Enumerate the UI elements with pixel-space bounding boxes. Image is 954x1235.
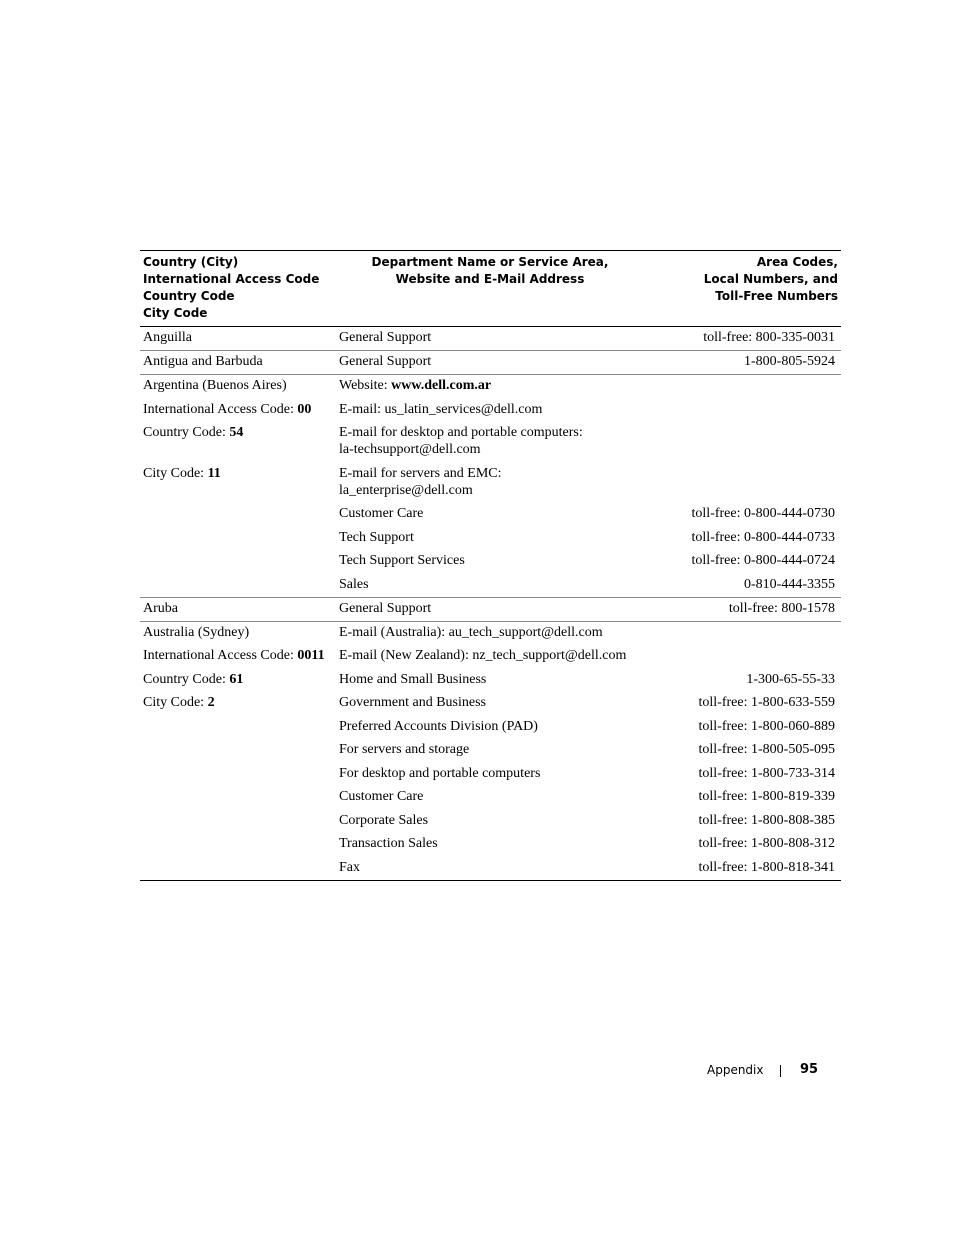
phone-number: 1-800-805-5924 (744, 354, 835, 369)
country-cell (140, 424, 336, 458)
phone-number (686, 647, 841, 664)
department-cell (336, 694, 686, 711)
country-cell (140, 788, 336, 805)
table-row (140, 694, 841, 711)
table-header (140, 251, 841, 327)
phone-number: toll-free: 1-800-808-385 (698, 812, 835, 828)
website-label: Website: (339, 378, 392, 393)
phone-number: toll-free: 1-800-819-339 (698, 789, 835, 804)
department-cell (336, 718, 686, 735)
department-cell (336, 465, 686, 499)
code-label: Country Code: (143, 671, 230, 687)
footer-section-title: Appendix (707, 1063, 764, 1077)
department-line: E-mail for servers and EMC: (339, 465, 502, 481)
department-line: Transaction Sales (339, 836, 438, 851)
table-row (140, 552, 841, 569)
phone-number: toll-free: 800-335-0031 (703, 330, 835, 345)
table-row (140, 859, 841, 876)
department-line: Tech Support (339, 529, 414, 545)
department-cell (336, 329, 686, 346)
department-cell (336, 835, 686, 852)
department-cell (336, 505, 686, 522)
department-line: Customer Care (339, 789, 424, 804)
code-value: 54 (229, 425, 244, 440)
table-row (140, 529, 841, 546)
country-cell (140, 765, 336, 782)
code-value: 11 (207, 465, 221, 481)
page-footer (700, 1061, 820, 1081)
country-group (140, 598, 841, 622)
table-row (140, 353, 841, 370)
phone-number (686, 377, 841, 394)
contact-table (140, 250, 841, 881)
department-line: For servers and storage (339, 742, 470, 757)
department-line: Government and Business (339, 695, 486, 710)
department-line: Fax (339, 859, 360, 875)
department-line: General Support (339, 354, 432, 369)
code-label: International Access Code: (143, 648, 298, 663)
country-group (140, 327, 841, 351)
department-cell (336, 377, 686, 394)
code-label: Country Code: (143, 425, 230, 440)
table-row (140, 600, 841, 617)
department-line: Home and Small Business (339, 671, 487, 687)
department-cell (336, 624, 686, 641)
department-line: Corporate Sales (339, 812, 429, 828)
phone-number (686, 465, 841, 499)
header-line: Local Numbers, and (703, 272, 838, 286)
phone-number: toll-free: 1-800-633-559 (698, 695, 835, 710)
country-cell (140, 859, 336, 876)
header-line: Website and E-Mail Address (395, 272, 585, 286)
header-line: Country Code (143, 289, 235, 303)
department-line: Sales (339, 576, 369, 592)
department-line: la_enterprise@dell.com (339, 482, 473, 498)
phone-number (686, 624, 841, 641)
country-cell (140, 671, 336, 688)
table-row (140, 647, 841, 664)
department-cell (336, 812, 686, 829)
department-cell (336, 529, 686, 546)
code-value: 0011 (297, 648, 325, 663)
department-cell (336, 859, 686, 876)
table-row (140, 424, 841, 458)
code-label: City Code: (143, 465, 208, 481)
table-row (140, 465, 841, 499)
table-row (140, 718, 841, 735)
table-row (140, 741, 841, 758)
code-value: 61 (229, 671, 244, 687)
country-group (140, 351, 841, 375)
phone-number: 1-300-65-55-33 (746, 671, 835, 687)
header-line: City Code (143, 306, 208, 320)
table-row (140, 835, 841, 852)
country-cell (140, 401, 336, 418)
header-country (143, 254, 333, 322)
department-cell (336, 741, 686, 758)
country-cell (140, 835, 336, 852)
code-value: 00 (297, 401, 312, 417)
footer-divider (780, 1065, 781, 1077)
website-link[interactable]: www.dell.com.ar (391, 378, 492, 393)
department-line: Customer Care (339, 506, 424, 521)
department-cell (336, 647, 686, 664)
country-cell (140, 465, 336, 499)
table-row (140, 812, 841, 829)
header-line: Toll-Free Numbers (715, 289, 838, 303)
phone-number: toll-free: 1-800-808-312 (698, 836, 835, 851)
code-label: City Code: (143, 695, 208, 710)
phone-number: toll-free: 0-800-444-0730 (691, 506, 835, 521)
department-line: Tech Support Services (339, 553, 465, 568)
table-row (140, 671, 841, 688)
header-line: International Access Code (143, 272, 320, 286)
department-cell (336, 671, 686, 688)
country-cell: Australia (Sydney) (143, 624, 250, 640)
phone-number: toll-free: 0-800-444-0724 (691, 553, 835, 568)
header-department (340, 254, 640, 288)
department-cell (336, 401, 686, 418)
table-row (140, 576, 841, 593)
department-cell (336, 353, 686, 370)
country-cell (140, 741, 336, 758)
country-cell (140, 576, 336, 593)
department-cell (336, 765, 686, 782)
department-line: E-mail (New Zealand): nz_tech_support@dell.com (339, 648, 627, 663)
country-cell (140, 529, 336, 546)
department-cell (336, 552, 686, 569)
phone-number (686, 424, 841, 458)
country-cell (140, 647, 336, 664)
department-cell (336, 424, 686, 458)
phone-number: toll-free: 1-800-505-095 (698, 742, 835, 757)
country-cell (140, 505, 336, 522)
header-numbers (638, 254, 838, 305)
page-number: 95 (800, 1062, 819, 1077)
country-cell (140, 718, 336, 735)
table-row (140, 788, 841, 805)
header-line: Area Codes, (756, 255, 838, 269)
country-cell (140, 552, 336, 569)
country-cell: Argentina (Buenos Aires) (143, 378, 287, 393)
country-group (140, 375, 841, 598)
country-cell (140, 812, 336, 829)
code-value: 2 (207, 695, 215, 710)
table-row (140, 765, 841, 782)
department-line: For desktop and portable computers (339, 765, 541, 781)
department-line: E-mail: us_latin_services@dell.com (339, 401, 543, 417)
country-cell: Aruba (143, 600, 178, 616)
country-cell: Antigua and Barbuda (143, 354, 263, 369)
table-row (140, 401, 841, 418)
department-cell (336, 600, 686, 617)
phone-number: toll-free: 1-800-060-889 (698, 718, 835, 734)
department-cell (336, 788, 686, 805)
header-line: Country (City) (143, 255, 239, 269)
table-row (140, 505, 841, 522)
phone-number: 0-810-444-3355 (744, 576, 835, 592)
country-cell: Anguilla (143, 330, 192, 345)
table-row (140, 329, 841, 346)
country-cell (140, 694, 336, 711)
phone-number: toll-free: 0-800-444-0733 (691, 529, 835, 545)
table-row (140, 624, 841, 641)
department-line: General Support (339, 330, 432, 345)
department-cell (336, 576, 686, 593)
phone-number: toll-free: 800-1578 (728, 600, 835, 616)
phone-number: toll-free: 1-800-818-341 (698, 859, 835, 875)
department-line: E-mail for desktop and portable computers: (339, 425, 583, 440)
department-line: Preferred Accounts Division (PAD) (339, 718, 538, 734)
table-body (140, 327, 841, 880)
department-line: E-mail (Australia): au_tech_support@dell.com (339, 624, 603, 640)
table-row (140, 377, 841, 394)
phone-number: toll-free: 1-800-733-314 (698, 765, 835, 781)
phone-number (686, 401, 841, 418)
department-line: la-techsupport@dell.com (339, 442, 481, 457)
header-line: Department Name or Service Area, (371, 255, 609, 269)
department-line: General Support (339, 600, 432, 616)
code-label: International Access Code: (143, 401, 298, 417)
country-group (140, 622, 841, 880)
